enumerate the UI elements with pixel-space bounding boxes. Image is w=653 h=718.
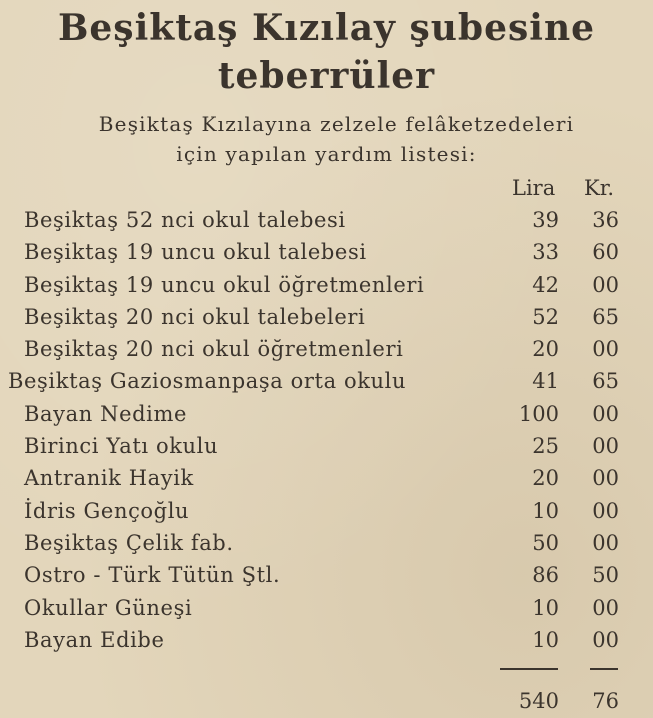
donation-row bbox=[0, 398, 653, 430]
amount-kr: 65 bbox=[592, 304, 619, 329]
donor-name: Beşiktaş Gaziosmanpaşa orta okulu bbox=[8, 369, 407, 394]
amount-lira: 20 bbox=[532, 466, 559, 491]
total-kr: 76 bbox=[592, 689, 619, 713]
donation-row bbox=[0, 269, 653, 301]
donor-name: Beşiktaş Çelik fab. bbox=[24, 530, 234, 555]
donation-row bbox=[0, 204, 653, 236]
amount-kr: 50 bbox=[592, 563, 619, 588]
donation-row bbox=[0, 301, 653, 333]
amount-lira: 20 bbox=[532, 337, 559, 362]
amount-kr: 00 bbox=[592, 530, 619, 555]
amount-kr: 65 bbox=[592, 369, 619, 394]
donation-row bbox=[0, 462, 653, 494]
amount-kr: 00 bbox=[592, 595, 619, 620]
sum-rule-lira bbox=[500, 668, 558, 670]
amount-kr: 00 bbox=[592, 401, 619, 426]
donor-name: Bayan Edibe bbox=[24, 627, 165, 652]
amount-kr: 00 bbox=[592, 272, 619, 297]
column-header-lira: Lira bbox=[512, 176, 556, 200]
donation-row bbox=[0, 430, 653, 462]
amount-kr: 00 bbox=[592, 466, 619, 491]
donation-row bbox=[0, 333, 653, 365]
subhead-line-2: için yapılan yardım listesi: bbox=[176, 142, 477, 166]
donor-name: Beşiktaş 19 uncu okul talebesi bbox=[24, 240, 367, 265]
sum-rule-kr bbox=[590, 668, 618, 670]
headline-line-1: Beşiktaş Kızılay şubesine bbox=[57, 7, 596, 49]
donation-row bbox=[0, 624, 653, 656]
donation-row bbox=[0, 559, 653, 591]
amount-lira: 52 bbox=[532, 304, 559, 329]
amount-lira: 41 bbox=[532, 369, 559, 394]
donation-list bbox=[0, 204, 653, 656]
donor-name: İdris Gençoğlu bbox=[24, 498, 190, 523]
donation-row bbox=[0, 495, 653, 527]
donor-name: Antranik Hayik bbox=[24, 466, 194, 491]
donor-name: Beşiktaş 19 uncu okul öğretmenleri bbox=[24, 272, 425, 297]
donor-name: Beşiktaş 20 nci okul öğretmenleri bbox=[24, 337, 404, 362]
donor-name: Beşiktaş 52 nci okul talebesi bbox=[24, 208, 346, 232]
amount-kr: 00 bbox=[592, 434, 619, 459]
subhead-line-1: Beşiktaş Kızılayına zelzele felâketzedeleri bbox=[98, 112, 575, 136]
amount-lira: 86 bbox=[532, 563, 559, 588]
donor-name: Ostro - Türk Tütün Ştl. bbox=[24, 563, 281, 588]
amount-lira: 50 bbox=[532, 530, 559, 555]
donor-name: Bayan Nedime bbox=[24, 401, 188, 426]
amount-lira: 42 bbox=[532, 272, 559, 297]
amount-lira: 25 bbox=[532, 434, 559, 459]
donation-row bbox=[0, 236, 653, 268]
donation-row bbox=[0, 592, 653, 624]
amount-kr: 00 bbox=[592, 498, 619, 523]
donation-row bbox=[0, 527, 653, 559]
headline-line-2: teberrüler bbox=[217, 55, 436, 97]
total-lira: 540 bbox=[518, 689, 559, 713]
amount-lira: 100 bbox=[518, 401, 559, 426]
amount-lira: 10 bbox=[532, 498, 559, 523]
amount-kr: 60 bbox=[592, 240, 619, 265]
donor-name: Birinci Yatı okulu bbox=[24, 434, 219, 459]
donation-row bbox=[0, 365, 653, 397]
donor-name: Beşiktaş 20 nci okul talebeleri bbox=[24, 304, 366, 329]
amount-kr: 36 bbox=[592, 208, 619, 232]
column-header-kr: Kr. bbox=[584, 176, 615, 200]
amount-lira: 10 bbox=[532, 595, 559, 620]
amount-kr: 00 bbox=[592, 627, 619, 652]
amount-lira: 39 bbox=[532, 208, 559, 232]
amount-lira: 33 bbox=[532, 240, 559, 265]
amount-lira: 10 bbox=[532, 627, 559, 652]
donor-name: Okullar Güneşi bbox=[24, 595, 193, 620]
amount-kr: 00 bbox=[592, 337, 619, 362]
